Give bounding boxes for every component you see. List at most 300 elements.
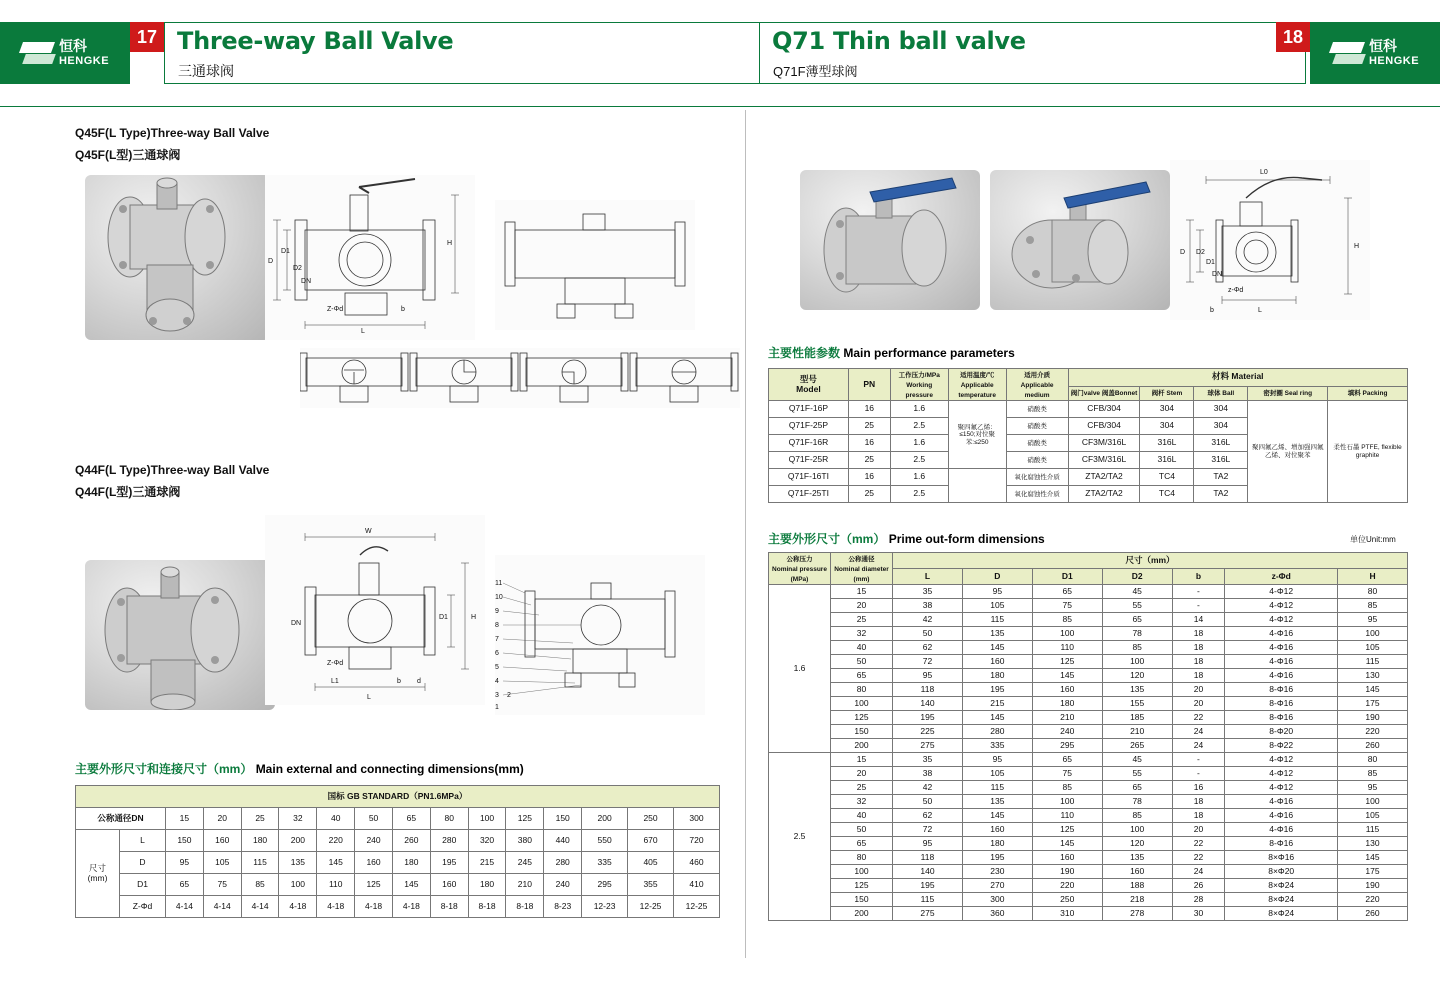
left-table-cell: 245 [506,852,544,874]
table-row [76,852,720,874]
dims-dn: 100 [831,865,893,879]
dims-D2: 55 [1102,599,1172,613]
dims-H: 190 [1338,879,1408,893]
left-table-cell: 145 [317,852,355,874]
logo-en-left: HENGKE [58,54,110,67]
svg-text:H: H [1354,243,1360,250]
table-row [769,401,1408,418]
dims-zd: 4-Φ16 [1225,627,1338,641]
dims-L: 72 [893,823,963,837]
dims-D: 115 [962,781,1032,795]
dims-L: 118 [893,851,963,865]
dims-b: 16 [1172,781,1225,795]
dims-L: 275 [893,739,963,753]
dims-D: 160 [962,823,1032,837]
svg-text:6: 6 [495,650,499,657]
left-table-cell: 160 [430,874,468,896]
perf-seal: 聚四氟乙烯、增加强四氟乙烯、对位聚苯 [1248,401,1328,503]
dims-D1: 125 [1032,823,1102,837]
page-number-left: 17 [130,22,164,52]
table-row [769,865,1408,879]
perf-ball: 304 [1194,401,1248,418]
dims-dn: 80 [831,851,893,865]
dims-L: 140 [893,697,963,711]
dims-header-size: 尺寸（mm） [893,553,1408,569]
title-block-left [164,22,760,84]
perf-stem: 304 [1140,401,1194,418]
dims-L: 95 [893,837,963,851]
perf-ball: TA2 [1194,469,1248,486]
perf-wp: 2.5 [890,486,948,503]
dims-D: 360 [962,907,1032,921]
dims-D1: 110 [1032,641,1102,655]
prime-out-form-dimensions-table [768,552,1408,921]
left-table-cell: 95 [166,852,204,874]
perf-ball: 316L [1194,435,1248,452]
dims-L: 115 [893,893,963,907]
dims-L: 95 [893,669,963,683]
left-table-cell: 280 [430,830,468,852]
drawing-q44f-front [265,515,485,705]
svg-text:DN: DN [291,620,302,627]
left-table-cell: 8-23 [544,896,582,918]
dims-dn: 32 [831,627,893,641]
left-table-cell: 4-14 [203,896,241,918]
dims-col-header: D2 [1102,569,1172,585]
dims-dn: 25 [831,613,893,627]
left-table-cell: 335 [582,852,628,874]
left-table-dn-value: 65 [392,808,430,830]
dims-D2: 188 [1102,879,1172,893]
svg-text:8: 8 [495,622,499,629]
dims-D1: 250 [1032,893,1102,907]
dims-b: - [1172,767,1225,781]
perf-ball: 316L [1194,452,1248,469]
dims-D2: 120 [1102,669,1172,683]
dims-H: 220 [1338,725,1408,739]
left-table-dn-value: 150 [544,808,582,830]
perf-pn: 16 [848,435,890,452]
dims-D1: 85 [1032,613,1102,627]
left-table-cell: 75 [203,874,241,896]
table-row [769,795,1408,809]
dims-dn: 20 [831,599,893,613]
dims-dn: 32 [831,795,893,809]
perf-model: Q71F-16R [769,435,849,452]
perf-wp: 1.6 [890,469,948,486]
left-table-cell: 110 [317,874,355,896]
svg-text:D1: D1 [281,248,290,255]
perf-wp: 1.6 [890,401,948,418]
dims-b: 24 [1172,725,1225,739]
dims-L: 50 [893,627,963,641]
table-row [769,851,1408,865]
dims-b: 18 [1172,655,1225,669]
dims-b: - [1172,599,1225,613]
dims-D: 135 [962,627,1032,641]
perf-packing: 柔性石墨 PTFE, flexible graphite [1328,401,1408,503]
left-table-caption-en: Main external and connecting dimensions(mm) [255,762,524,776]
svg-text:9: 9 [495,608,499,615]
drawing-q45f-flow-patterns [300,348,740,408]
left-table-dn-value: 40 [317,808,355,830]
page-center-divider [745,110,746,958]
perf-ball: 304 [1194,418,1248,435]
table-row [769,613,1408,627]
dims-zd: 4-Φ12 [1225,585,1338,599]
left-table-cell: 215 [468,852,506,874]
left-table-cell: 410 [674,874,720,896]
dims-D: 300 [962,893,1032,907]
dims-dn: 200 [831,739,893,753]
drawing-q71f-section [1170,160,1370,320]
dims-D1: 160 [1032,683,1102,697]
table-row [769,907,1408,921]
svg-text:b: b [397,678,401,685]
left-table-dn-value: 80 [430,808,468,830]
dims-D: 135 [962,795,1032,809]
dims-zd: 8×Φ24 [1225,879,1338,893]
dims-H: 260 [1338,907,1408,921]
perf-wp: 2.5 [890,452,948,469]
dims-header-pressure: 公称压力 Nominal pressure (MPa) [769,553,831,585]
dims-L: 38 [893,599,963,613]
page-title-left-en: Three-way Ball Valve [177,27,454,55]
perf-medium: 硝酸类 [1006,418,1068,435]
dims-L: 195 [893,711,963,725]
dims-zd: 4-Φ12 [1225,753,1338,767]
logo-cn-left: 恒科 [58,38,87,55]
page-title-right-en: Q71 Thin ball valve [772,27,1026,55]
main-external-connecting-dimensions-table [75,785,720,918]
perf-header-stem: 阀杆 Stem [1140,386,1194,401]
svg-text:11: 11 [495,580,503,587]
dims-D1: 220 [1032,879,1102,893]
perf-bonnet: ZTA2/TA2 [1068,469,1140,486]
svg-text:W: W [365,528,372,535]
dims-H: 145 [1338,851,1408,865]
left-table-row-label: Z-Φd [120,896,166,918]
perf-temp: 聚四氟乙烯：≤150;对位聚苯:≤250 [948,401,1006,469]
perf-pn: 16 [848,401,890,418]
table-row [769,711,1408,725]
left-table-cell: 355 [628,874,674,896]
table-row [769,627,1408,641]
perf-wp: 2.5 [890,418,948,435]
perf-header-medium: 适用介质 Applicable medium [1006,369,1068,401]
dims-D2: 65 [1102,613,1172,627]
dims-zd: 4-Φ12 [1225,767,1338,781]
dims-D2: 135 [1102,683,1172,697]
dims-D: 195 [962,683,1032,697]
dims-zd: 4-Φ12 [1225,613,1338,627]
svg-text:7: 7 [495,636,499,643]
left-table-cell: 8-18 [468,896,506,918]
left-table-cell: 135 [279,852,317,874]
svg-text:L: L [1258,307,1262,314]
main-performance-parameters-table [768,368,1408,503]
dims-pressure: 1.6 [769,585,831,753]
dims-col-header: z-Φd [1225,569,1338,585]
dims-D1: 180 [1032,697,1102,711]
dims-D: 160 [962,655,1032,669]
dims-b: 24 [1172,865,1225,879]
dims-H: 80 [1338,585,1408,599]
dims-D: 230 [962,865,1032,879]
dims-D1: 190 [1032,865,1102,879]
header-right-logo-bar [1310,22,1440,84]
dims-dn: 125 [831,879,893,893]
svg-text:D1: D1 [439,614,448,621]
table-row [769,641,1408,655]
perf-stem: 304 [1140,418,1194,435]
dims-D2: 160 [1102,865,1172,879]
svg-text:b: b [401,306,405,313]
dims-D2: 100 [1102,823,1172,837]
svg-text:L: L [367,694,371,701]
svg-text:Z-Φd: Z-Φd [327,306,344,313]
svg-text:z-Φd: z-Φd [1228,287,1244,294]
left-table-cell: 4-14 [166,896,204,918]
svg-text:b: b [1210,307,1214,314]
svg-text:d: d [417,678,421,685]
dims-H: 220 [1338,893,1408,907]
left-table-row-label: D1 [120,874,166,896]
dims-D2: 85 [1102,641,1172,655]
product-photo-q45f [85,175,270,340]
dims-D2: 55 [1102,767,1172,781]
dims-D2: 278 [1102,907,1172,921]
dims-b: 18 [1172,809,1225,823]
perf-bonnet: CF3M/316L [1068,452,1140,469]
perf-model: Q71F-16TI [769,469,849,486]
dims-b: 18 [1172,627,1225,641]
svg-text:3: 3 [495,692,499,699]
perf-pn: 25 [848,418,890,435]
dims-H: 80 [1338,753,1408,767]
dims-H: 105 [1338,641,1408,655]
company-logo-left [0,22,130,84]
dims-D2: 210 [1102,725,1172,739]
left-table-cell: 240 [355,830,393,852]
perf-bonnet: CFB/304 [1068,418,1140,435]
table-row [769,879,1408,893]
perf-header-packing: 填料 Packing [1328,386,1408,401]
perf-model: Q71F-25P [769,418,849,435]
perf-bonnet: CFB/304 [1068,401,1140,418]
perf-pn: 25 [848,486,890,503]
dims-D1: 295 [1032,739,1102,753]
dims-zd: 4-Φ16 [1225,655,1338,669]
dims-D: 145 [962,809,1032,823]
dims-L: 62 [893,641,963,655]
left-table-dn-value: 15 [166,808,204,830]
dims-H: 100 [1338,795,1408,809]
dims-D1: 85 [1032,781,1102,795]
left-table-cell: 105 [203,852,241,874]
perf-table-caption [768,344,1015,361]
perf-header-temp: 适用温度/℃ Applicable temperature [948,369,1006,401]
svg-text:2: 2 [507,692,511,699]
perf-model: Q71F-16P [769,401,849,418]
dims-pressure: 2.5 [769,753,831,921]
dims-dn: 40 [831,641,893,655]
left-table-cell: 145 [392,874,430,896]
left-table-cell: 380 [506,830,544,852]
dims-b: 22 [1172,837,1225,851]
dims-dn: 125 [831,711,893,725]
drawing-q45f-front [265,175,475,340]
dims-D: 215 [962,697,1032,711]
section-heading-q44f-cn: Q44F(L型)三通球阀 [75,485,181,499]
logo-cn-right: 恒科 [1368,38,1397,55]
dims-D2: 135 [1102,851,1172,865]
left-table-cell: 295 [582,874,628,896]
dims-dn: 15 [831,585,893,599]
table-row [769,767,1408,781]
dims-dn: 65 [831,837,893,851]
left-table-dn-label: 公称通径DN [76,808,166,830]
dims-D: 180 [962,669,1032,683]
dims-dn: 50 [831,655,893,669]
svg-text:H: H [471,614,477,621]
dims-zd: 4-Φ12 [1225,781,1338,795]
dims-b: 22 [1172,711,1225,725]
left-table-cell: 180 [241,830,279,852]
dims-L: 35 [893,753,963,767]
dims-zd: 4-Φ16 [1225,809,1338,823]
header-left-logo-bar [0,22,130,84]
dims-L: 275 [893,907,963,921]
dims-unit-note: 单位Unit:mm [1350,535,1396,544]
dims-L: 42 [893,613,963,627]
dims-D1: 75 [1032,599,1102,613]
left-table-cell: 4-18 [279,896,317,918]
dims-D2: 185 [1102,711,1172,725]
perf-wp: 1.6 [890,435,948,452]
left-table-cell: 100 [279,874,317,896]
svg-text:L0: L0 [1260,169,1268,176]
dims-zd: 4-Φ16 [1225,823,1338,837]
perf-medium: 氧化腐蚀性介质 [1006,486,1068,503]
perf-medium: 硝酸类 [1006,401,1068,418]
dims-D: 95 [962,753,1032,767]
dims-D2: 218 [1102,893,1172,907]
dims-H: 175 [1338,697,1408,711]
dims-D1: 100 [1032,627,1102,641]
product-photo-q71f-a [800,170,980,310]
dims-D1: 75 [1032,767,1102,781]
left-table-cell: 160 [355,852,393,874]
dims-D1: 145 [1032,837,1102,851]
dims-D2: 78 [1102,795,1172,809]
page-title-right-cn: Q71F薄型球阀 [773,64,858,79]
perf-header-ball: 球体 Ball [1194,386,1248,401]
perf-header-model: 型号 Model [769,369,849,401]
dims-D1: 125 [1032,655,1102,669]
svg-text:5: 5 [495,664,499,671]
dims-L: 35 [893,585,963,599]
left-table-cell: 260 [392,830,430,852]
table-row [769,781,1408,795]
dims-zd: 8-Φ22 [1225,739,1338,753]
perf-pn: 16 [848,469,890,486]
dims-dn: 15 [831,753,893,767]
dims-b: 24 [1172,739,1225,753]
left-table-cell: 550 [582,830,628,852]
left-table-caption [75,760,524,777]
left-table-cell: 12-25 [674,896,720,918]
dims-L: 38 [893,767,963,781]
left-table-dn-value: 300 [674,808,720,830]
perf-bonnet: ZTA2/TA2 [1068,486,1140,503]
dims-L: 50 [893,795,963,809]
perf-model: Q71F-25TI [769,486,849,503]
dims-H: 190 [1338,711,1408,725]
dims-H: 85 [1338,599,1408,613]
dims-D: 195 [962,851,1032,865]
page-number-right: 18 [1276,22,1310,52]
dims-zd: 8-Φ16 [1225,697,1338,711]
dims-D: 95 [962,585,1032,599]
dims-b: 22 [1172,851,1225,865]
section-heading-q45f-cn: Q45F(L型)三通球阀 [75,148,181,162]
dims-H: 130 [1338,837,1408,851]
dims-D2: 85 [1102,809,1172,823]
dims-dn: 80 [831,683,893,697]
left-table-cell: 8-18 [506,896,544,918]
table-row [769,753,1408,767]
dims-D2: 45 [1102,753,1172,767]
logo-mark-icon [21,38,55,68]
perf-stem: 316L [1140,452,1194,469]
perf-medium: 硝酸类 [1006,452,1068,469]
table-row [769,823,1408,837]
dims-D: 105 [962,599,1032,613]
dims-D: 180 [962,837,1032,851]
left-table-cell: 670 [628,830,674,852]
dims-L: 42 [893,781,963,795]
left-table-cell: 12-25 [628,896,674,918]
perf-bonnet: CF3M/316L [1068,435,1140,452]
dims-H: 115 [1338,823,1408,837]
dims-D1: 310 [1032,907,1102,921]
perf-header-bonnet: 阀门valve 阀盖Bonnet [1068,386,1140,401]
left-table-cell: 4-18 [317,896,355,918]
left-table-cell: 4-18 [392,896,430,918]
dims-H: 260 [1338,739,1408,753]
table-row [76,830,720,852]
table-row [769,669,1408,683]
perf-medium: 硝酸类 [1006,435,1068,452]
svg-text:L1: L1 [331,678,339,685]
left-table-dn-value: 32 [279,808,317,830]
perf-header-pn: PN [848,369,890,401]
svg-text:H: H [447,240,453,247]
left-table-cell: 195 [430,852,468,874]
svg-text:D2: D2 [1196,249,1205,256]
dims-D1: 160 [1032,851,1102,865]
product-photo-q71f-b [990,170,1170,310]
dims-b: 30 [1172,907,1225,921]
dims-zd: 8×Φ20 [1225,865,1338,879]
left-table-cell: 85 [241,874,279,896]
perf-stem: TC4 [1140,486,1194,503]
table-row [769,697,1408,711]
left-table-cell: 4-14 [241,896,279,918]
left-table-row-label: L [120,830,166,852]
svg-text:D1: D1 [1206,259,1215,266]
